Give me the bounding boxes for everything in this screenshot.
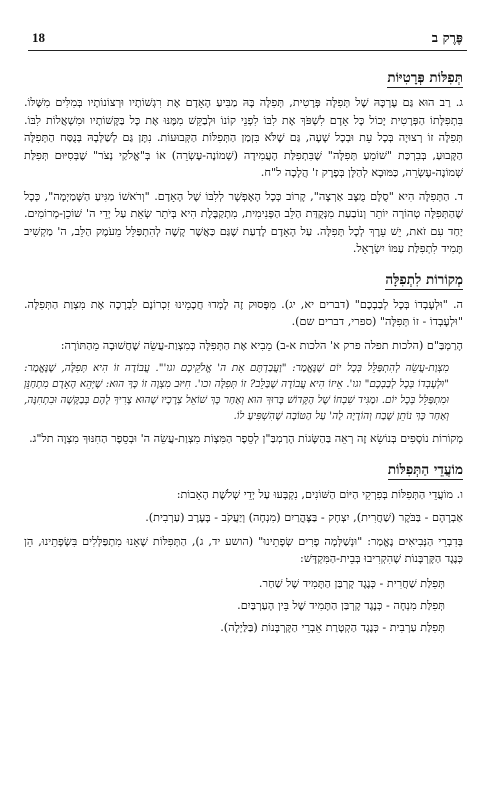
chapter-header: פֶּרֶק ב (431, 31, 463, 46)
section-title-prayer-times: מוֹעֲדֵי הַתְּפִלּוֹת (387, 461, 463, 478)
page-number: 18 (32, 30, 45, 45)
paragraph-vav: ו. מוֹעֲדֵי הַתְּפִלּוֹת בְּפִרְקֵי הַיּוֹם הַשּׁוֹנִים, נִקְבְּעוּ עַל יְדֵי שְׁלֹשֶׁת הָאָבוֹת: (176, 487, 463, 501)
list-item: תְּפִלַּת שַׁחֲרִית - כְּנֶגֶד קָרְבַּן הַתָּמִיד שֶׁל שַׁחַר. (258, 576, 445, 590)
list-item: תְּפִלַּת עַרְבִית - כְּנֶגֶד הַקְטָרַת אֵבְרֵי הַקָּרְבָּנוֹת (בַּלַּיְלָה). (220, 620, 445, 634)
rambam-quote: מִצְוַת-עֲשֵׂה לְהִתְפַּלֵּל בְּכָל יוֹם שֶׁנֶּאֱמַר: "וַעֲבַדְתֶּם אֵת ה' אֱלֹקֵיכֶם וגו'". עֲבוֹדָה זוֹ הִיא תְּפִלָּה, שֶׁנֶּאֱמַר: "וּלְעָבְדוֹ בְּכָל לְבַבְכֶם" וגו'. אֵיזוֹ הִיא עֲבוֹדָה שֶׁבַּלֵּב? זוֹ תְּפִלָּה וכו'. חִיּוּב מִצְוָה זוֹ כָּךְ הוּא: שֶׁיְּהֵא הָאָדָם מִתְחַנֵּן וּמִתְפַּלֵּל בְּכָל יוֹם. וּמַגִּיד שִׁבְחוֹ שֶׁל הַקָּדוֹשׁ בָּרוּךְ הוּא וְאַחַר כָּךְ שׁוֹאֵל צְרָכָיו שֶׁהוּא צָרִיךְ לָהֶם בְּבַקָּשָׁה וּבִתְחִנָּה, וְאַחַר כָּךְ נוֹתֵן שֶׁבַח וְהוֹדָיָה לַה' עַל הַטּוֹבָה שֶׁהִשְׁפִּיעַ לוֹ. (24, 362, 449, 422)
section-title-private-prayers: תְּפִלּוֹת פְּרָטִיּוֹת (387, 70, 463, 86)
paragraph-prophets: בְּדִבְרֵי הַנְּבִיאִים נֶאֱמַר: "וּנְשַׁלְּמָה פָרִים שְׂפָתֵינוּ" (הושע יד, ג), הַתְּפִלּוֹת שֶׁאָנוּ מִתְפַּלְּלִים בִּשְׂפָתֵינוּ, הֵן כְּנֶגֶד הַקָּרְבָּנוֹת שֶׁהִקְרִיבוּ בְּבֵית-הַמִּקְדָּשׁ: (24, 534, 463, 565)
paragraph-patriarchs: אַבְרָהָם - בַּבֹּקֶר (שַׁחֲרִית), יִצְחָק - בַּצָּהֳרַיִם (מִנְחָה) וְיַעֲקֹב - בָּעֶרֶב (עַרְבִית). (145, 511, 463, 524)
list-item: תְּפִלַּת מִנְחָה - כְּנֶגֶד קָרְבַּן הַתָּמִיד שֶׁל בֵּין הָעַרְבַּיִם. (237, 598, 445, 612)
paragraph-gimel: ג. רַב הוּא גַּם עֶרְכָּהּ שֶׁל תְּפִלָּה פְּרָטִית, תְּפִלָּה בָּהּ מַבִּיעַ הָאָדָם אֶת רִגְשׁוֹתָיו וּרְצוֹנוֹתָיו בְּמִלִּים מִשֶּׁלּוֹ. בִּתְפִלָּתוֹ הַפְּרָטִית יָכוֹל כָּל אָדָם לִשְׁפֹּךְ אֶת לִבּוֹ לִפְנֵי קוֹנוֹ וּלְבַקֵּשׁ מִמֶּנּוּ אֶת כָּל בַּקָּשׁוֹתָיו וּמִשְׁאֲלוֹת לִבּוֹ. תְּפִלָּה זוֹ רְצוּיָה בְּכָל עֵת וּבְכָל שָׁעָה, גַּם שֶׁלֹּא בִּזְמַן הַתְּפִלּוֹת הַקְּבוּעוֹת. נִתָּן גַּם לְשַׁלְּבָהּ בְּנֻסַּח הַתְּפִלָּה הַקָּבוּעַ, בְּבִרְכַּת "שׁוֹמֵעַ תְּפִלָּה" שֶׁבִּתְפִלַּת הָעֲמִידָה (שְׁמוֹנֶה-עֶשְׂרֵה) אוֹ בְּ"אֱלֹקַי נְצֹר" שֶׁבְּסִיּוּם תְּפִלַּת שְׁמוֹנֶה-עֶשְׂרֵה, כַּמּוּבָא לְהַלָּן בְּפֶרֶק ז' הֲלָכָה ל"ח. (24, 96, 463, 179)
section-title-sources: מְקוֹרוֹת לִתְפִלָּה (385, 271, 463, 288)
paragraph-dalet: ד. הַתְּפִלָּה הִיא "סֻלָּם מֻצָּב אַרְצָה", קָרוֹב כְּכָל הָאֶפְשָׁר לְלִבּוֹ שֶׁל הָאָדָם. "וְרֹאשׁוֹ מַגִּיעַ הַשָּׁמַיְמָה", כְּכָל שֶׁהַתְּפִלָּה טְהוֹרָה יוֹתֵר וְנוֹבַעַת מִנְּקֻדַּת הַלֵּב הַפְּנִימִית, מִתְקַבֶּלֶת הִיא בְּיֹתֵר שְׂאֵת עַל יְדֵי ה' שׁוֹכֵן-מְרוֹמִים. יַחַד עִם זֹאת, יֵשׁ עֵרֶךְ לְכָל תְּפִלָּה. עַל הָאָדָם לָדַעַת שֶׁגַּם כַּאֲשֶׁר קָשֶׁה לְהִתְפַּלֵּל מֵעֹמֶק הַלֵּב, ה' מַקְשִׁיב תָּמִיד לִתְפִלַּת עַמּוֹ יִשְׂרָאֵל. (24, 189, 463, 255)
page-content (24, 62, 463, 640)
paragraph-rambam: הָרַמְבַּ"ם (הלכות תפלה פרק א' הלכות א-ב) מֵבִיא אֶת הַתְּפִלָּה כְּמִצְוַת-עֲשֵׂה שֶׁחֲשׁוּבָה מֵהַתּוֹרָה: (60, 338, 463, 352)
header-rule (28, 50, 467, 51)
paragraph-more-sources: מְקוֹרוֹת נוֹסָפִים בְּנוֹשֵׂא זֶה רְאֵה בַּהַשָּׂגוֹת הָרַמְבַּ"ן לְסֵפֶר הַמִּצְוֹת מִצְוַת-עֲשֵׂה ה' וּבְסֵפֶר הַחִנּוּךְ מִצְוָה תל"ג. (29, 432, 463, 445)
paragraph-he: ה. "וּלְעָבְדוֹ בְּכָל לְבַבְכֶם" (דברים יא, יג). מִפָּסוּק זֶה לָמְדוּ חֲכָמֵינוּ זִכְרוֹנָם לִבְרָכָה אֶת מִצְוַת הַתְּפִלָּה. "וּלְעָבְדוֹ - זוֹ תְּפִלָּה" (ספרי, דברים שם). (24, 297, 463, 328)
